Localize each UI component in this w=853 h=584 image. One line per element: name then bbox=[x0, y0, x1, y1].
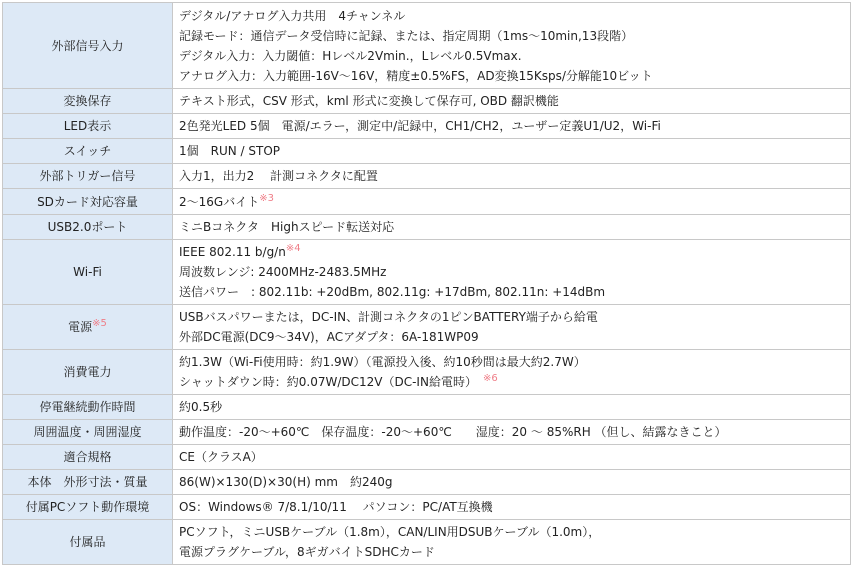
value-line: OS：Windows® 7/8.1/10/11 パソコン：PC/AT互換機 bbox=[179, 500, 493, 514]
table-row bbox=[3, 420, 851, 445]
row-label: USB2.0ポート bbox=[3, 215, 173, 240]
table-row bbox=[3, 240, 851, 305]
value-line: 1個 RUN / STOP bbox=[179, 144, 281, 158]
value-line: 約0.5秒 bbox=[179, 400, 223, 414]
row-value bbox=[173, 470, 851, 495]
row-label: 変換保存 bbox=[3, 89, 173, 114]
value-line: 電源プラグケーブル，8ギガバイトSDHCカード bbox=[179, 545, 435, 559]
table-row bbox=[3, 139, 851, 164]
value-line: 2色発光LED 5個 電源/エラー，測定中/記録中，CH1/CH2，ユーザー定義U1/U2，Wi-Fi bbox=[179, 119, 661, 133]
footnote-marker: ※3 bbox=[259, 192, 274, 204]
row-label: 本体 外形寸法・質量 bbox=[3, 470, 173, 495]
row-value bbox=[173, 495, 851, 520]
row-label: 外部トリガー信号 bbox=[3, 164, 173, 189]
table-row bbox=[3, 305, 851, 350]
footnote-marker: ※4 bbox=[285, 243, 301, 254]
row-label: 外部信号入力 bbox=[3, 3, 173, 89]
value-line: 外部DC電源(DC9～34V)，ACアダプタ：6A-181WP09 bbox=[179, 330, 479, 344]
value-line: 動作温度：-20～+60℃ 保存温度：-20～+60℃ 湿度：20 ～ 85%RH （但し、結露なきこと） bbox=[179, 425, 727, 439]
table-row bbox=[3, 350, 851, 395]
row-value bbox=[173, 395, 851, 420]
value-line: ミニBコネクタ Highスピード転送対応 bbox=[179, 220, 395, 234]
row-value bbox=[173, 114, 851, 139]
table-row bbox=[3, 114, 851, 139]
value-line: デジタル/アナログ入力共用 4チャンネル bbox=[179, 8, 406, 23]
row-label: 付属PCソフト動作環境 bbox=[3, 495, 173, 520]
row-value bbox=[173, 164, 851, 189]
row-value bbox=[173, 89, 851, 114]
value-line: 記録モード：通信データ受信時に記録、または、指定周期（1ms～10min,13段階） bbox=[179, 28, 634, 43]
footnote-marker: ※6 bbox=[482, 373, 498, 384]
row-value bbox=[173, 189, 851, 215]
row-label: SDカード対応容量 bbox=[3, 189, 173, 215]
row-value bbox=[173, 240, 851, 305]
row-value bbox=[173, 215, 851, 240]
row-label-text: 電源 bbox=[68, 320, 93, 334]
value-line: 86(W)×130(D)×30(H) mm 約240g bbox=[179, 475, 393, 489]
value-line: 2～16Gバイト bbox=[179, 194, 260, 209]
footnote-marker: ※5 bbox=[92, 318, 107, 329]
value-line: 約1.3W（Wi-Fi使用時：約1.9W）（電源投入後、約10秒間は最大約2.7W） bbox=[179, 355, 586, 369]
row-label: 周囲温度・周囲湿度 bbox=[3, 420, 173, 445]
table-row bbox=[3, 445, 851, 470]
row-label: 消費電力 bbox=[3, 350, 173, 395]
row-label: 停電継続動作時間 bbox=[3, 395, 173, 420]
row-value bbox=[173, 420, 851, 445]
row-value bbox=[173, 520, 851, 565]
row-label: 適合規格 bbox=[3, 445, 173, 470]
value-line: 送信パワー : 802.11b: +20dBm, 802.11g: +17dBm, 802.11n: +14dBm bbox=[179, 285, 606, 299]
table-row bbox=[3, 164, 851, 189]
value-line: デジタル入力：入力閾値：Hレベル2Vmin.，Lレベル0.5Vmax. bbox=[179, 48, 522, 63]
table-row bbox=[3, 395, 851, 420]
row-label: LED表示 bbox=[3, 114, 173, 139]
table-row bbox=[3, 89, 851, 114]
table-row bbox=[3, 495, 851, 520]
table-row bbox=[3, 470, 851, 495]
table-row bbox=[3, 189, 851, 215]
value-line: アナログ入力：入力範囲-16V～16V，精度±0.5%FS，AD変換15Ksps/分解能10ビット bbox=[179, 68, 653, 83]
table-row bbox=[3, 215, 851, 240]
value-line: CE（クラスA） bbox=[179, 450, 263, 464]
value-line: シャットダウン時：約0.07W/DC12V（DC-IN給電時） bbox=[179, 375, 471, 389]
row-label: Wi-Fi bbox=[3, 240, 173, 305]
row-value bbox=[173, 305, 851, 350]
table-row bbox=[3, 3, 851, 89]
value-line: PCソフト，ミニUSBケーブル（1.8m），CAN/LIN用DSUBケーブル（1.0m）， bbox=[179, 525, 601, 539]
value-line: 入力1，出力2 計測コネクタに配置 bbox=[179, 169, 378, 183]
value-line: テキスト形式，CSV 形式，kml 形式に変換して保存可, OBD 翻訳機能 bbox=[179, 94, 559, 108]
value-line: USBバスパワーまたは，DC-IN、計測コネクタの1ピンBATTERY端子から給電 bbox=[179, 310, 598, 324]
value-line: IEEE 802.11 b/g/n bbox=[179, 245, 286, 259]
row-value bbox=[173, 350, 851, 395]
row-value bbox=[173, 445, 851, 470]
row-value bbox=[173, 3, 851, 89]
value-line: 周波数レンジ: 2400MHz-2483.5MHz bbox=[179, 265, 387, 279]
row-value bbox=[173, 139, 851, 164]
row-label: スイッチ bbox=[3, 139, 173, 164]
table-row bbox=[3, 520, 851, 565]
spec-table bbox=[2, 2, 851, 565]
row-label: 付属品 bbox=[3, 520, 173, 565]
row-label bbox=[3, 305, 173, 350]
